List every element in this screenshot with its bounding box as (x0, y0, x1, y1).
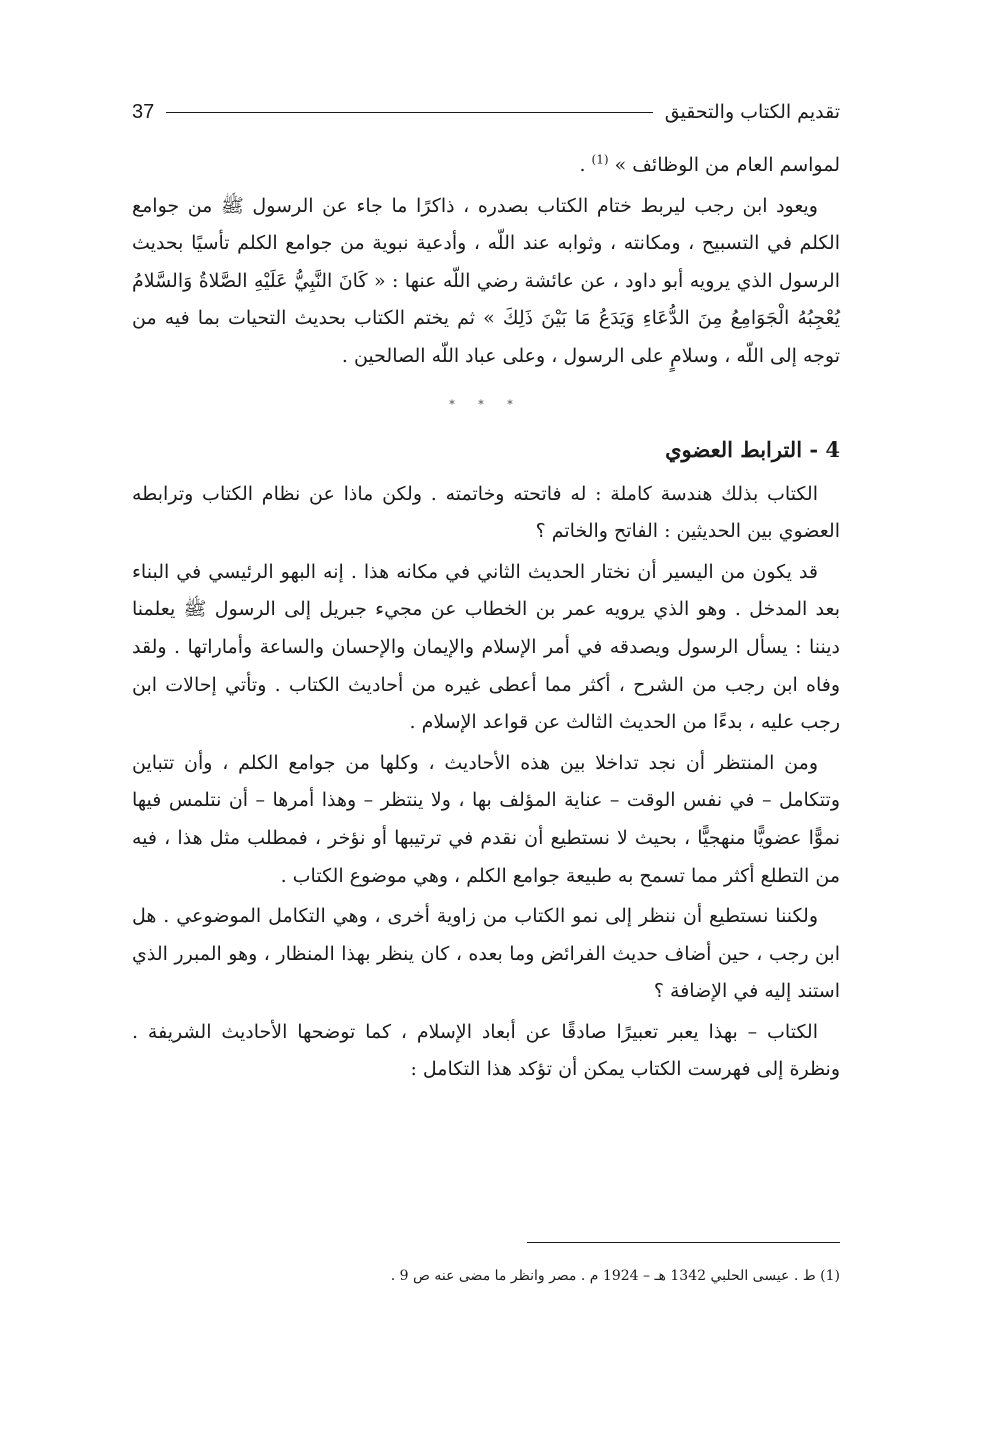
paragraph-text: لمواسم العام من الوظائف » (614, 154, 840, 176)
header-rule (166, 112, 652, 113)
page-number: 37 (132, 100, 155, 123)
paragraph: الكتاب – بهذا يعبر تعبيرًا صادقًا عن أبعاد الإسلام ، كما توضحها الأحاديث الشريفة . ونظرة إلى فهرست الكتاب يمكن أن تؤكد هذا التكامل : (132, 1020, 840, 1081)
running-header (132, 96, 840, 128)
footnote-rule (527, 1242, 840, 1243)
closing-period: . (579, 154, 586, 176)
paragraph: ولكننا نستطيع أن ننظر إلى نمو الكتاب من زاوية أخرى ، وهي التكامل الموضوعي . هل ابن رجب ، حين أضاف حديث الفرائض وما بعده ، كان ينظر بهذا المنظار ، وهو المبرر الذي استند إليه في الإضافة ؟ (132, 905, 840, 1003)
body-text (132, 147, 840, 1089)
section-separator: * * * (449, 397, 523, 411)
paragraph: ويعود ابن رجب ليربط ختام الكتاب بصدره ، ذاكرًا ما جاء عن الرسول ﷺ من جوامع الكلم في التسبيح ، ومكانته ، وثوابه عند اللّه ، وأدعية نبوية من جوامع الكلم تأسيًا بحديث الرسول الذي يرويه أبو داود ، عن عائشة رضي اللّه عنها : « كَانَ النَّبِيُّ عَلَيْهِ الصَّلاةُ وَالسَّلامُ يُعْجِبُهُ الْجَوَامِعُ مِنَ الدُّعَاءِ وَيَدَعُ مَا بَيْنَ ذَلِكَ » ثم يختم الكتاب بحديث التحيات بما فيه من توجه إلى اللّه ، وسلامٍ على الرسول ، وعلى عباد اللّه الصالحين . (132, 194, 840, 367)
footnote-reference[interactable]: (1) (591, 152, 609, 167)
paragraph: ومن المنتظر أن نجد تداخلا بين هذه الأحاديث ، وكلها من جوامع الكلم ، وأن تتباين وتتكامل – في نفس الوقت – عناية المؤلف بها ، ولا ينتظر – وهذا أمرها – أن نتلمس فيها نموًّا عضويًّا منهجيًّا ، بحيث لا نستطيع أن نقدم في ترتيبها أو نؤخر ، فمطلب مثل هذا ، فيه من التطلع أكثر مما تسمح به طبيعة جوامع الكلم ، وهي موضوع الكتاب . (132, 751, 840, 887)
paragraph-continuation (132, 147, 840, 185)
paragraph: الكتاب بذلك هندسة كاملة : له فاتحته وخاتمته . ولكن ماذا عن نظام الكتاب وترابطه العضوي بين الحديثين : الفاتح والخاتم ؟ (132, 482, 840, 543)
paragraph: قد يكون من اليسير أن نختار الحديث الثاني في مكانه هذا . إنه البهو الرئيسي في البناء بعد المدخل . وهو الذي يرويه عمر بن الخطاب عن مجيء جبريل إلى الرسول ﷺ يعلمنا ديننا : يسأل الرسول ويصدقه في أمر الإسلام والإيمان والإحسان والساعة وأماراتها . ولقد وفاه ابن رجب من الشرح ، أكثر مما أعطى غيره من أحاديث الكتاب . وتأتي إحالات ابن رجب عليه ، بدءًا من الحديث الثالث عن قواعد الإسلام . (132, 560, 840, 734)
running-title: تقديم الكتاب والتحقيق (664, 101, 840, 123)
footnote: (1) ط . عيسى الحلبي 1342 هـ – 1924 م . مصر وانظر ما مضى عنه ص 9 . (390, 1268, 840, 1284)
section-heading: 4 - الترابط العضوي (665, 436, 840, 462)
